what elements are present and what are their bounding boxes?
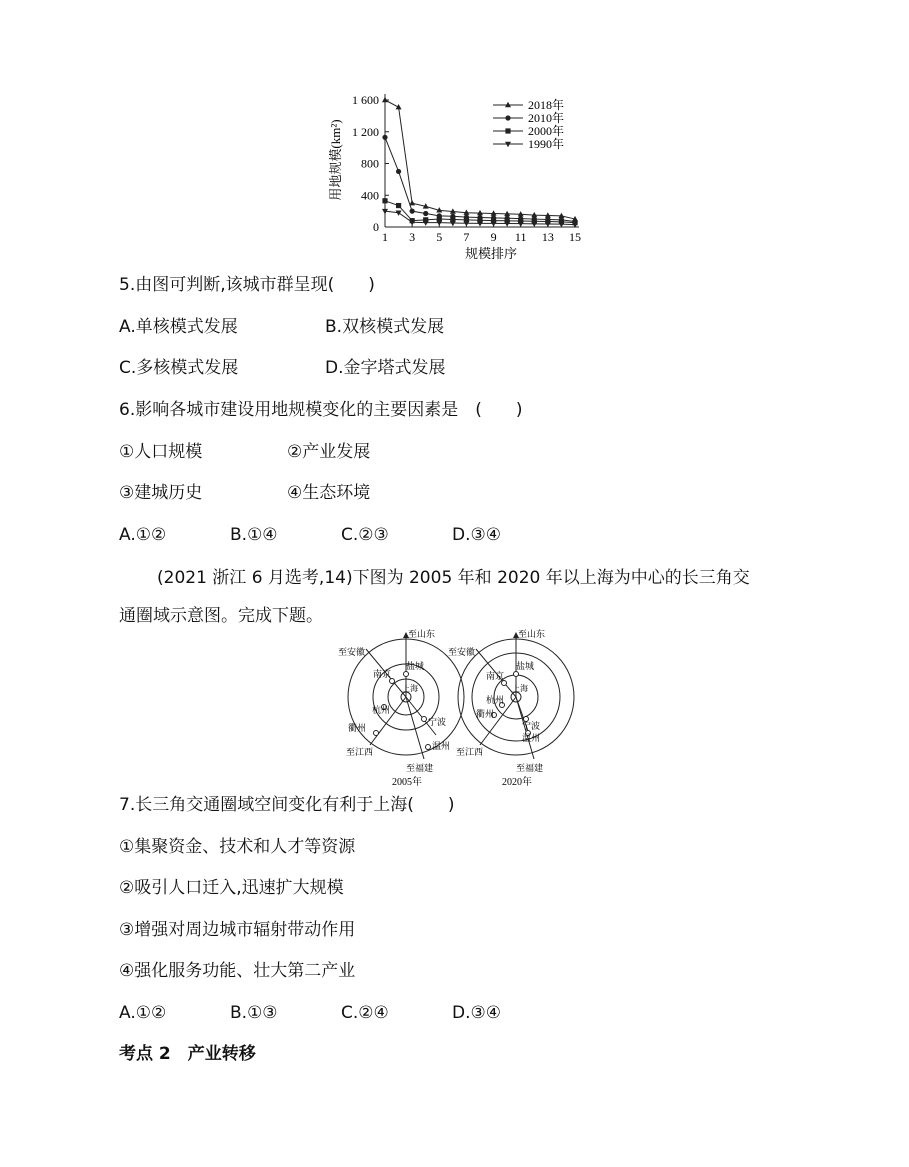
q7-item-1: ①集聚资金、技术和人才等资源: [119, 837, 356, 857]
q6-item-3: ③建城历史: [119, 483, 203, 503]
label-nanjing-2005: 南京: [373, 669, 392, 679]
legend-entry: [493, 97, 564, 112]
map-2020: [448, 628, 574, 788]
label-yancheng-2020: 盐城: [516, 661, 535, 671]
label-hangzhou-2005: 杭州: [372, 705, 391, 715]
x-tick-label: 15: [569, 230, 581, 244]
intro-line-2: 通圈域示意图。完成下题。: [119, 606, 323, 626]
data-point: [396, 203, 401, 208]
q7-option-b[interactable]: B.①③: [230, 1003, 278, 1023]
x-tick-label: 9: [490, 230, 497, 244]
traffic-circle-map: [0, 629, 909, 788]
y-tick-label: 800: [361, 156, 379, 171]
legend-label: 2010年: [528, 111, 565, 125]
q7-stem: 7.长三角交通圈域空间变化有利于上海( ): [119, 795, 455, 815]
legend-entry: [493, 136, 564, 151]
data-point: [410, 209, 415, 214]
label-shandong-2020: 至山东: [518, 629, 546, 639]
data-point: [423, 211, 428, 216]
data-point: [396, 169, 401, 174]
label-ningbo-2020: 宁波: [522, 721, 541, 731]
label-jiangxi-2005: 至江西: [346, 747, 374, 757]
q7-option-a[interactable]: A.①②: [119, 1003, 167, 1023]
label-fujian-2020: 至福建: [516, 763, 544, 773]
label-yancheng-2005: 盐城: [406, 661, 425, 671]
legend-marker: [505, 128, 510, 133]
y-tick-label: 0: [373, 220, 379, 234]
label-fujian-2005: 至福建: [406, 763, 434, 773]
label-wenzhou-2020: 温州: [522, 733, 541, 743]
x-tick-label: 3: [409, 230, 416, 244]
land-scale-chart: [0, 0, 909, 270]
label-hangzhou-2020: 杭州: [486, 695, 505, 705]
q6-option-b[interactable]: B.①④: [230, 525, 278, 545]
label-nanjing-2020: 南京: [486, 671, 505, 681]
legend-marker: [505, 115, 510, 120]
label-quzhou-2005: 衢州: [348, 723, 367, 733]
legend-entry: [493, 110, 564, 125]
q6-item-1: ①人口规模: [119, 442, 203, 462]
q7-item-2: ②吸引人口迁入,迅速扩大规模: [119, 878, 344, 898]
y-axis-label: 用地规模(km²): [328, 119, 343, 201]
data-point: [396, 211, 402, 216]
year-label-2005: 2005年: [392, 777, 422, 788]
map-2005: [338, 628, 464, 788]
label-shanghai-2020: 上海: [512, 684, 528, 693]
data-point: [382, 198, 387, 203]
y-tick-label: 1 200: [352, 124, 379, 139]
legend-label: 2000年: [528, 124, 565, 138]
q5-option-a[interactable]: A.单核模式发展: [119, 317, 238, 337]
label-ningbo-2005: 宁波: [428, 717, 447, 727]
q5-option-d[interactable]: D.金字塔式发展: [325, 358, 446, 378]
label-anhui-2005: 至安徽: [338, 647, 366, 657]
year-label-2020: 2020年: [502, 777, 532, 788]
x-axis-label: 规模排序: [464, 246, 518, 261]
x-tick-label: 11: [514, 230, 527, 244]
q7-item-3: ③增强对周边城市辐射带动作用: [119, 920, 356, 940]
q6-stem: 6.影响各城市建设用地规模变化的主要因素是 ( ): [119, 400, 523, 420]
label-anhui-2020: 至安徽: [448, 647, 476, 657]
q6-option-a[interactable]: A.①②: [119, 525, 167, 545]
intro-line-1: (2021 浙江 6 月选考,14)下图为 2005 年和 2020 年以上海为中心的长三角交: [157, 568, 750, 588]
label-wenzhou-2005: 温州: [432, 741, 451, 751]
x-tick-label: 13: [541, 230, 554, 244]
label-shanghai-2005: 上海: [402, 684, 418, 693]
q7-option-d[interactable]: D.③④: [452, 1003, 501, 1023]
q7-item-4: ④强化服务功能、壮大第二产业: [119, 961, 356, 981]
y-tick-label: 400: [361, 188, 379, 203]
data-point: [382, 135, 387, 140]
q7-option-c[interactable]: C.②④: [341, 1003, 389, 1023]
q5-option-c[interactable]: C.多核模式发展: [119, 358, 239, 378]
legend-label: 2018年: [528, 98, 565, 112]
label-quzhou-2020: 衢州: [476, 709, 495, 719]
legend-label: 1990年: [528, 137, 565, 151]
q6-option-c[interactable]: C.②③: [341, 525, 389, 545]
section-heading: 考点 2 产业转移: [119, 1044, 256, 1064]
label-jiangxi-2020: 至江西: [456, 747, 484, 757]
q6-option-d[interactable]: D.③④: [452, 525, 501, 545]
x-tick-label: 5: [436, 230, 443, 244]
x-tick-label: 1: [382, 230, 388, 244]
q6-item-4: ④生态环境: [287, 483, 371, 503]
data-point: [396, 104, 402, 109]
q5-stem: 5.由图可判断,该城市群呈现( ): [119, 275, 375, 295]
y-tick-label: 1 600: [352, 93, 379, 107]
x-tick-label: 7: [463, 230, 470, 244]
legend-entry: [493, 123, 564, 138]
label-shandong-2005: 至山东: [408, 629, 436, 639]
q6-item-2: ②产业发展: [287, 442, 371, 462]
q5-option-b[interactable]: B.双核模式发展: [325, 317, 445, 337]
